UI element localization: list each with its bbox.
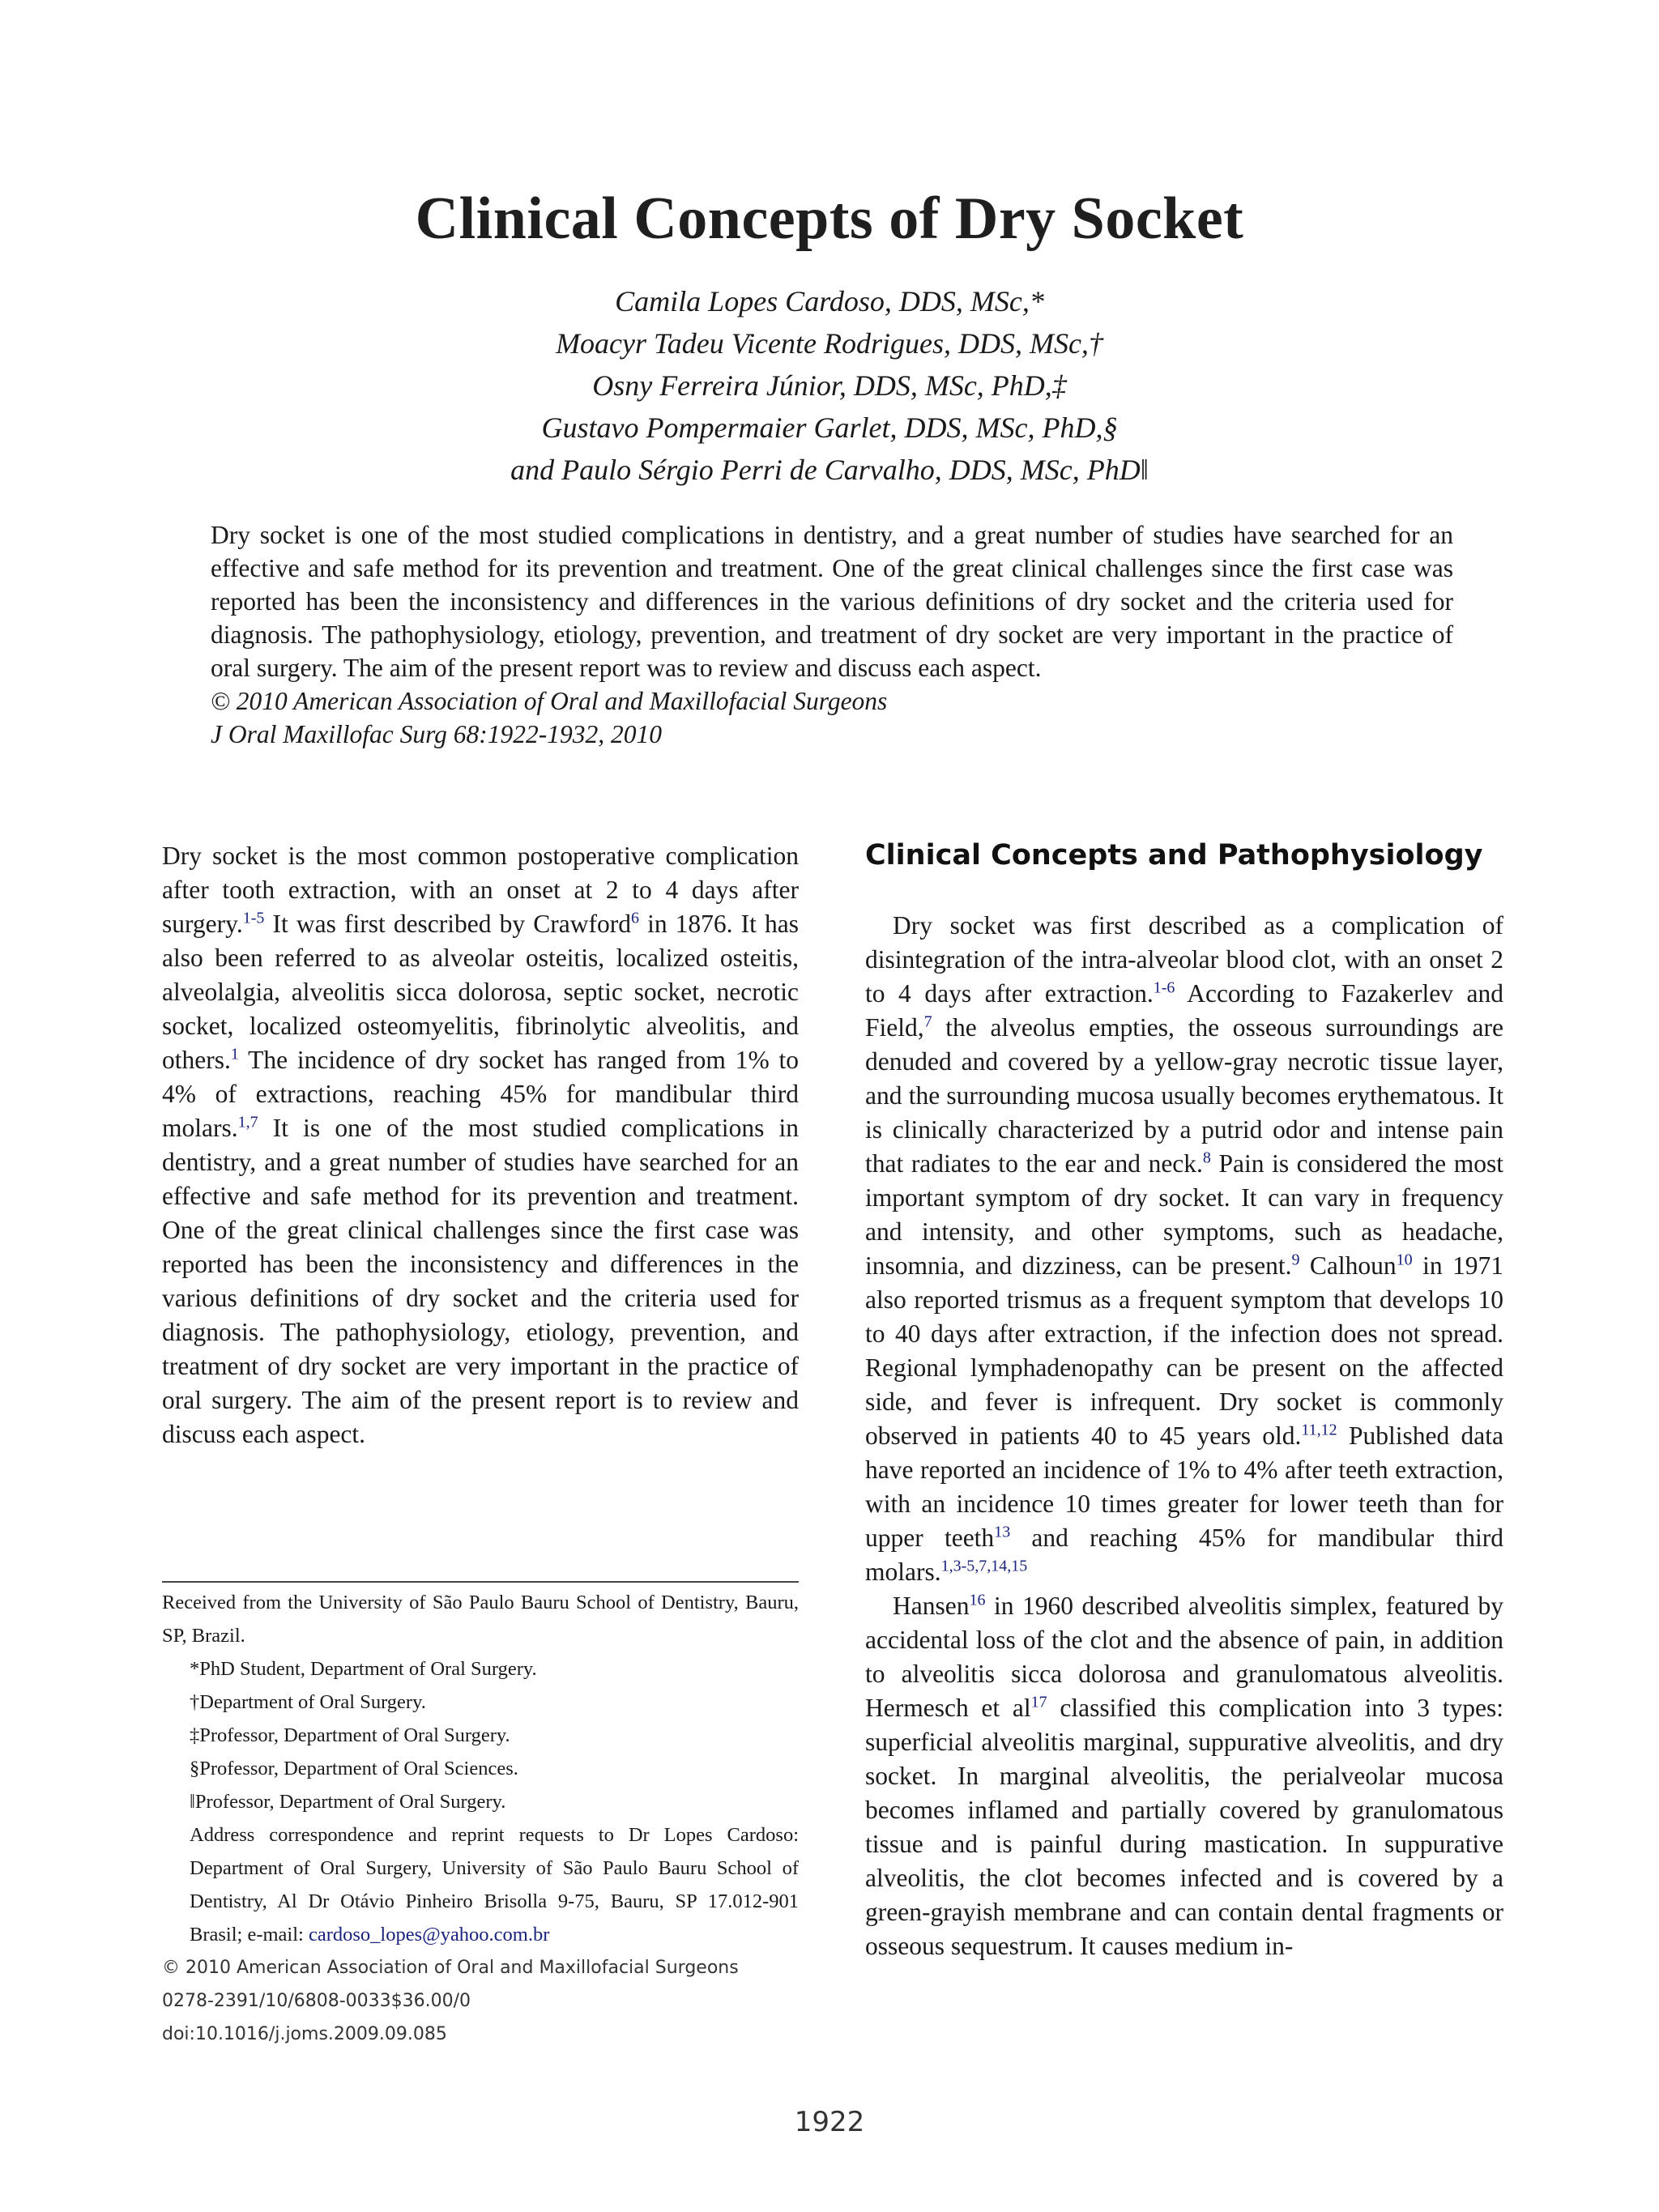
text-span: Hansen [893, 1592, 970, 1620]
intro-paragraph [162, 839, 799, 1451]
body-paragraph [865, 909, 1503, 1589]
citation-ref[interactable]: 13 [994, 1523, 1011, 1541]
abstract [211, 518, 1453, 751]
footnote-received: Received from the University of São Paulo Bauru School of Dentistry, Bauru, SP, Brazil. [162, 1592, 799, 1647]
footnotes [162, 1586, 799, 2051]
text-span: in 1971 also reported trismus as a frequent symptom that develops 10 to 40 days after extraction, if the infection does not spread. Regional lymphadenopathy can be present on the affected side, and fever is infrequent. Dry socket is commonly observed in patients 40 to 45 years old. [865, 1251, 1503, 1450]
page-number: 1922 [794, 2106, 865, 2138]
author-line: Osny Ferreira Júnior, DDS, MSc, PhD,‡ [592, 369, 1067, 402]
text-span: and reaching 45% for mandibular third molars. [865, 1524, 1503, 1586]
footnote-address [162, 1818, 799, 1951]
footnote-affiliation: *PhD Student, Department of Oral Surgery. [190, 1658, 537, 1680]
text-span: classified this complication into 3 types: superficial alveolitis marginal, suppurative alveolitis, and dry socket. In marginal alveolitis, the perialveolar mucosa becomes inflamed and partially covered by granulomatous tissue and is painful during mastication. In suppurative alveolitis, the clot becomes infected and is covered by a green-grayish membrane and can contain dental fragments or osseous sequestrum. It causes medium in- [865, 1694, 1503, 1960]
author-line: and Paulo Sérgio Perri de Carvalho, DDS, MSc, PhD‖ [510, 454, 1149, 486]
text-span: Calhoun [1299, 1251, 1397, 1280]
citation-ref[interactable]: 8 [1202, 1149, 1211, 1167]
section-heading: Clinical Concepts and Pathophysiology [865, 839, 1483, 872]
author-list [0, 280, 1659, 491]
citation-ref[interactable]: 11,12 [1301, 1421, 1337, 1439]
footnote-issn: 0278-2391/10/6808-0033$36.00/0 [162, 1991, 471, 2011]
abstract-text: Dry socket is one of the most studied complications in dentistry, and a great number of studies have searched for an effective and safe method for its prevention and treatment. One of the great clinical challenges since the first case was reported has been the inconsistency and differences in the various definitions of dry socket and the criteria used for diagnosis. The pathophysiology, etiology, prevention, and treatment of dry socket are very important in the practice of oral surgery. The aim of the present report was to review and discuss each aspect. [211, 521, 1453, 682]
text-span: the alveolus empties, the osseous surroundings are denuded and covered by a yellow-gray necrotic tissue layer, and the surrounding mucosa usually becomes erythematous. It is clinically characterized by a putrid odor and intense pain that radiates to the ear and neck. [865, 1013, 1503, 1178]
section-column [865, 837, 1503, 1963]
citation-ref[interactable]: 1 [230, 1045, 239, 1063]
citation-ref[interactable]: 10 [1396, 1251, 1413, 1269]
citation-ref[interactable]: 1-6 [1153, 978, 1175, 997]
abstract-citation: J Oral Maxillofac Surg 68:1922-1932, 2010 [211, 720, 663, 748]
author-line: Gustavo Pompermaier Garlet, DDS, MSc, PhD,§ [541, 411, 1118, 444]
footnote-affiliation: †Department of Oral Surgery. [190, 1691, 426, 1713]
text-span: Pain is considered the most important symptom of dry socket. It can vary in frequency and intensity, and other symptoms, such as headache, insomnia, and dizziness, can be present. [865, 1149, 1503, 1280]
author-line: Camila Lopes Cardoso, DDS, MSc,* [615, 285, 1044, 318]
text-span: It was first described by Crawford [264, 910, 631, 938]
email-link[interactable]: cardoso_lopes@yahoo.com.br [308, 1924, 550, 1946]
text-span: in 1960 described alveolitis simplex, featured by accidental loss of the clot and the absence of pain, in addition to alveolitis sicca dolorosa and granulomatous alveolitis. Hermesch et al [865, 1592, 1503, 1722]
citation-ref[interactable]: 9 [1291, 1251, 1300, 1269]
citation-ref[interactable]: 17 [1030, 1693, 1047, 1711]
text-span: in 1876. It has also been referred to as alveolar osteitis, localized osteitis, alveolalgia, alveolitis sicca dolorosa, septic socket, necrotic socket, localized osteomyelitis, fibrinolytic alveolitis, and others. [162, 910, 800, 1074]
abstract-copyright: © 2010 American Association of Oral and Maxillofacial Surgeons [211, 687, 888, 715]
text-span: The incidence of dry socket has ranged from 1% to 4% of extractions, reaching 45% for mandibular third molars. [162, 1046, 799, 1142]
body-paragraph [865, 1589, 1503, 1963]
text-span: It is one of the most studied complications in dentistry, and a great number of studies have searched for an effective and safe method for its prevention and treatment. One of the great clinical challenges since the first case was reported has been the inconsistency and differences in the various definitions of dry socket and the criteria used for diagnosis. The pathophysiology, etiology, prevention, and treatment of dry socket are very important in the practice of oral surgery. The aim of the present report is to review and discuss each aspect. [162, 1114, 799, 1448]
address-text: Address correspondence and reprint requests to Dr Lopes Cardoso: Department of Oral Surgery, University of São Paulo Bauru School of Dentistry, Al Dr Otávio Pinheiro Brisolla 9-75, Bauru, SP 17.012-901 Brasil; e-mail: [190, 1824, 799, 1946]
citation-ref[interactable]: 1-5 [242, 909, 265, 927]
text-span: Dry socket was first described as a complication of disintegration of the intra-alveolar blood clot, with an onset 2 to 4 days after extraction. [865, 911, 1503, 1008]
text-span: Dry socket is the most common postoperative complication after tooth extraction, with an onset at 2 to 4 days after surgery. [162, 842, 799, 938]
author-line: Moacyr Tadeu Vicente Rodrigues, DDS, MSc,† [556, 327, 1103, 360]
footnote-copyright: © 2010 American Association of Oral and Maxillofacial Surgeons [162, 1958, 739, 1978]
footnote-doi[interactable]: doi:10.1016/j.joms.2009.09.085 [162, 2024, 447, 2044]
footnote-divider [162, 1581, 799, 1583]
footnote-affiliation: ‖Professor, Department of Oral Surgery. [190, 1791, 506, 1813]
text-span: According to Fazakerlev and Field, [865, 979, 1503, 1042]
citation-ref[interactable]: 1,3-5,7,14,15 [940, 1557, 1028, 1575]
intro-column [162, 839, 799, 1451]
text-span: Published data have reported an incidence of 1% to 4% after teeth extraction, with an incidence 10 times greater for lower teeth than for upper teeth [865, 1421, 1504, 1552]
article-title: Clinical Concepts of Dry Socket [415, 185, 1244, 252]
citation-ref[interactable]: 16 [969, 1591, 986, 1609]
citation-ref[interactable]: 6 [630, 909, 639, 927]
footnote-affiliation: ‡Professor, Department of Oral Surgery. [190, 1724, 510, 1746]
citation-ref[interactable]: 1,7 [237, 1113, 258, 1132]
citation-ref[interactable]: 7 [923, 1012, 932, 1031]
footnote-affiliation: §Professor, Department of Oral Sciences. [190, 1758, 518, 1779]
